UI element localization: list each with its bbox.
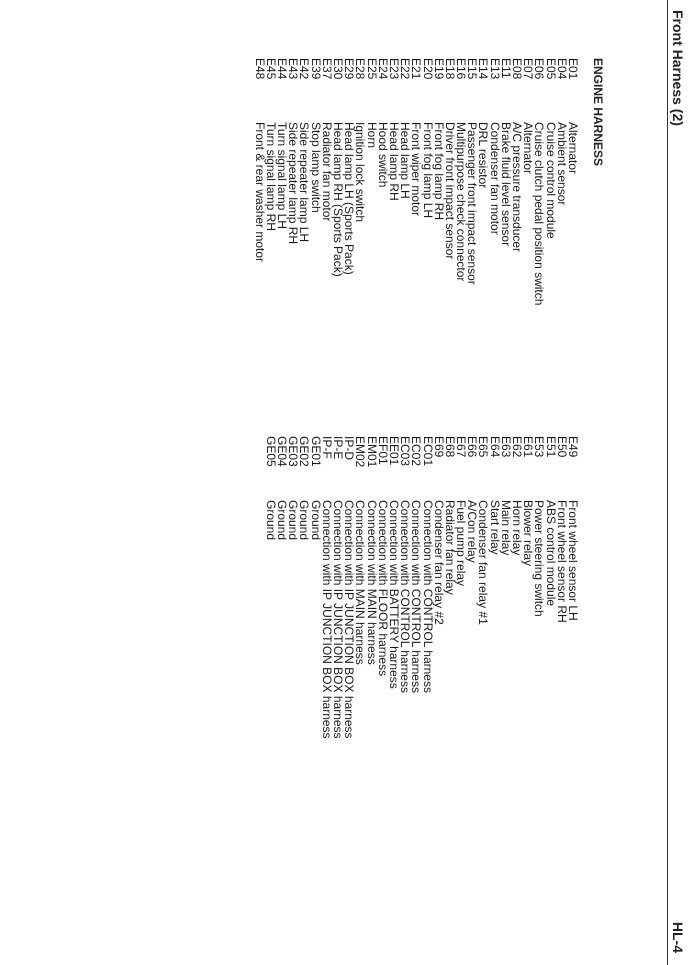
connector-code: E51 xyxy=(543,436,558,458)
connector-code: EC01 xyxy=(420,436,435,467)
connector-code: E18 xyxy=(442,58,457,80)
connector-description: Front & rear washer motor xyxy=(252,122,267,263)
connector-code: E20 xyxy=(420,58,435,80)
connector-row xyxy=(310,58,321,305)
connector-description: Connection with FLOOR harness xyxy=(375,500,390,677)
connector-description: Turn signal lamp RH xyxy=(263,122,278,231)
connector-code: E39 xyxy=(308,58,323,80)
connector-code: E29 xyxy=(342,58,357,80)
connector-code: E08 xyxy=(510,58,525,80)
connector-code: IP-F xyxy=(319,436,334,459)
connector-code: E04 xyxy=(554,58,569,80)
connector-code: E50 xyxy=(554,436,569,458)
connector-row xyxy=(364,58,379,305)
connector-row xyxy=(297,436,312,739)
connector-code: GE04 xyxy=(275,436,290,467)
connector-description: Horn xyxy=(364,122,379,149)
connector-description: Fuel pump relay xyxy=(454,500,469,587)
connector-description: Head lamp RH (Sports Pack) xyxy=(331,122,346,277)
connector-code: EE01 xyxy=(387,436,401,466)
connector-row xyxy=(476,436,491,739)
connector-row xyxy=(420,58,435,305)
connector-code: E67 xyxy=(454,436,469,458)
connector-row xyxy=(543,58,558,305)
connector-code: E13 xyxy=(487,58,502,80)
connector-description: Head lamp LH (Sports Pack) xyxy=(342,122,357,275)
connector-code: GE01 xyxy=(308,436,323,467)
connector-code: GE02 xyxy=(297,436,312,467)
connector-description: Alternator xyxy=(521,122,536,175)
connector-code: GE03 xyxy=(286,436,301,467)
connector-code: EM02 xyxy=(353,436,368,468)
connector-description: Condenser fan motor xyxy=(487,122,502,235)
connector-code: E14 xyxy=(476,58,491,80)
page-title: Front Harness (2) xyxy=(670,10,686,126)
connector-description: Condenser fan relay #1 xyxy=(476,500,491,625)
connector-code: E68 xyxy=(442,436,457,458)
connector-description: Ground xyxy=(286,500,301,541)
connector-row xyxy=(532,436,547,739)
connector-description: Connection with CONTROL harness xyxy=(409,500,424,693)
connector-description: Connection with IP JUNCTION BOX harness xyxy=(342,500,357,739)
connector-code: GE05 xyxy=(263,436,278,467)
connector-description: Ground xyxy=(263,500,278,541)
connector-row xyxy=(420,436,435,739)
connector-code: E24 xyxy=(375,58,390,80)
connector-description: Blower relay xyxy=(521,500,536,567)
connector-code: E63 xyxy=(498,436,513,458)
connector-code: E53 xyxy=(532,436,547,458)
connector-row xyxy=(254,58,265,305)
connector-description: Side repeater lamp RH xyxy=(286,122,301,245)
connector-description: Cruise control module xyxy=(543,122,558,239)
connector-row xyxy=(532,58,547,306)
header-divider xyxy=(667,0,668,965)
connector-description: Ignition lock switch xyxy=(353,122,368,223)
connector-description: Multipurpose check connector xyxy=(454,122,469,282)
connector-description: Main relay xyxy=(498,500,513,556)
connector-description: Connection with IP JUNCTION BOX harness xyxy=(319,500,334,739)
connector-description: Radiator fan motor xyxy=(319,122,334,222)
connector-code: E15 xyxy=(465,58,480,80)
connector-description: Connection with IP JUNCTION BOX harness xyxy=(331,500,346,739)
connector-description: Ambient sensor xyxy=(554,122,569,206)
connector-code: E62 xyxy=(510,436,525,458)
connector-description: Head lamp RH xyxy=(387,122,401,201)
connector-description: Passenger front impact sensor xyxy=(465,122,480,285)
connector-description: Front fog lamp RH xyxy=(431,122,446,221)
connector-code: E44 xyxy=(275,58,290,80)
connector-code: EM01 xyxy=(364,436,379,468)
connector-description: Power steering switch xyxy=(532,500,547,617)
connector-row xyxy=(364,436,379,739)
connector-description: Connection with CONTROL harness xyxy=(420,500,435,693)
connector-description: Ground xyxy=(308,500,323,541)
connector-list-right xyxy=(265,436,578,739)
connector-description: Connection with MAIN harness xyxy=(364,500,379,665)
connector-code: E07 xyxy=(521,58,536,80)
connector-code: E19 xyxy=(431,58,446,80)
connector-description: Horn relay xyxy=(510,500,525,556)
connector-code: E16 xyxy=(454,58,469,80)
connector-row xyxy=(510,436,525,739)
connector-code: E30 xyxy=(331,58,346,80)
connector-description: Head lamp LH xyxy=(398,122,413,199)
connector-description: Hood switch xyxy=(375,122,390,188)
connector-description: Connection with BATTERY harness xyxy=(387,500,401,689)
connector-code: IP-E xyxy=(331,436,346,460)
connector-code: E01 xyxy=(566,58,580,80)
connector-code: EF01 xyxy=(375,436,390,465)
connector-code: E48 xyxy=(252,58,267,80)
connector-description: Front wheel sensor LH xyxy=(566,500,580,621)
connector-code: E64 xyxy=(487,436,502,458)
connector-code: E28 xyxy=(353,58,368,80)
connector-code: E05 xyxy=(543,58,558,80)
connector-code: E66 xyxy=(465,436,480,458)
connector-code: E21 xyxy=(409,58,424,80)
connector-row xyxy=(286,436,301,739)
connector-code: E25 xyxy=(364,58,379,80)
connector-description: Cruise clutch pedal position switch xyxy=(532,122,547,306)
connector-code: E11 xyxy=(498,58,513,79)
connector-row xyxy=(321,436,332,739)
connector-description: Turn signal lamp LH xyxy=(275,122,290,229)
connector-description: ABS control module xyxy=(543,500,558,607)
connector-row xyxy=(543,436,558,739)
connector-code: E42 xyxy=(297,58,312,80)
connector-code: E61 xyxy=(521,436,536,458)
connector-row xyxy=(500,436,511,739)
connector-row xyxy=(310,436,321,739)
connector-description: Ground xyxy=(297,500,312,541)
connector-description: Front wheel sensor RH xyxy=(554,500,569,623)
connector-code: E49 xyxy=(566,436,580,458)
connector-description: A/Con relay xyxy=(465,500,480,563)
connector-description: Front fog lamp LH xyxy=(420,122,435,219)
connector-description: Brake fluid level sensor xyxy=(498,122,513,247)
connector-description: Stop lamp switch xyxy=(308,122,323,213)
connector-code: EC03 xyxy=(398,436,413,467)
connector-row xyxy=(275,436,290,739)
connector-code: E37 xyxy=(319,58,334,80)
connector-code: IP-D xyxy=(342,436,357,460)
connector-description: Connection with MAIN harness xyxy=(353,500,368,665)
connector-list-left xyxy=(254,58,578,305)
connector-description: DRL resistor xyxy=(476,122,491,189)
connector-description: Start relay xyxy=(487,500,502,555)
connector-code: E65 xyxy=(476,436,491,458)
page-number: HL-4 xyxy=(670,921,686,953)
section-title: ENGINE HARNESS xyxy=(591,58,605,167)
connector-description: Condenser fan relay #2 xyxy=(431,500,446,625)
connector-description: Front wiper motor xyxy=(409,122,424,217)
connector-description: Driver front impact sensor xyxy=(442,122,457,260)
connector-code: EC02 xyxy=(409,436,424,467)
connector-description: Ground xyxy=(275,500,290,541)
connector-code: E69 xyxy=(431,436,446,458)
connector-description: Radiator fan relay xyxy=(442,500,457,595)
connector-code: E22 xyxy=(398,58,413,80)
connector-row xyxy=(489,436,500,739)
connector-code: E06 xyxy=(532,58,547,80)
connector-code: E43 xyxy=(286,58,301,80)
connector-row xyxy=(489,58,500,305)
connector-description: Connection with CONTROL harness xyxy=(398,500,413,693)
connector-row xyxy=(265,436,276,739)
connector-description: Side repeater lamp LH xyxy=(297,122,312,243)
connector-code: E45 xyxy=(263,58,278,80)
connector-row xyxy=(377,58,388,305)
connector-description: Alternator xyxy=(566,122,580,175)
connector-description: A/C pressure transducer xyxy=(510,122,525,253)
connector-code: E23 xyxy=(387,58,401,80)
